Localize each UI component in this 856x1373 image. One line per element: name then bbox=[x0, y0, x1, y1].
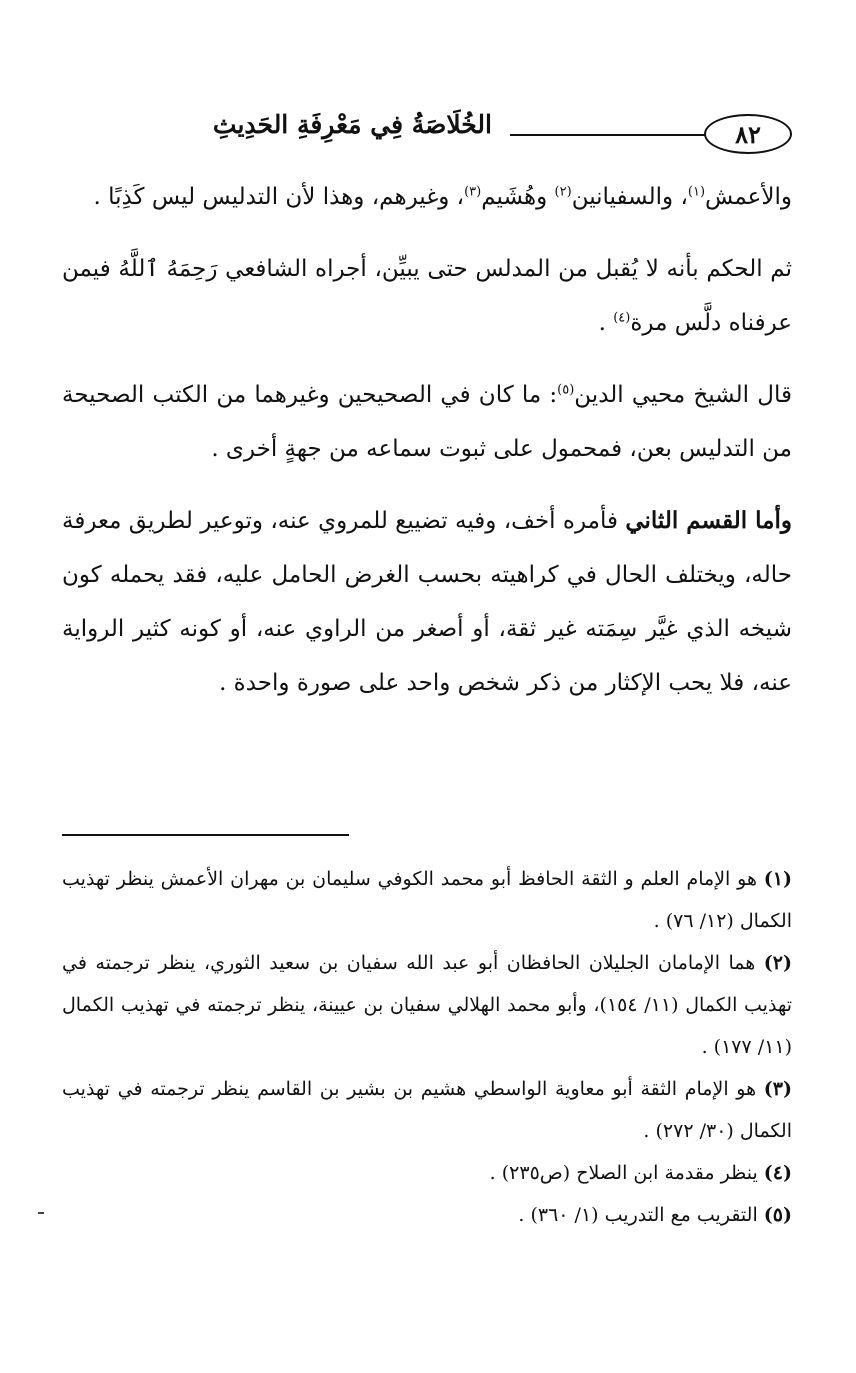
footnotes bbox=[62, 858, 792, 1236]
paragraph-text: وهُشَيم bbox=[481, 184, 555, 210]
paragraph-text: . bbox=[598, 310, 614, 336]
footnote-reference: (٤) bbox=[613, 310, 631, 326]
footnote bbox=[62, 1068, 792, 1152]
paragraph-text: ثم الحكم بأنه لا يُقبل من المدلس حتى يبيِّن، أجراه الشافعي رَحِمَهُ ٱللَّهُ فيمن عرفناه دلَّس مرة bbox=[62, 256, 792, 336]
footnote bbox=[62, 942, 792, 1068]
section-lead: وأما القسم الثاني bbox=[625, 507, 792, 534]
paragraph bbox=[62, 494, 792, 710]
paragraph-text: والأعمش bbox=[705, 184, 792, 210]
paragraph bbox=[62, 242, 792, 350]
footnote-reference: (٥) bbox=[557, 382, 575, 398]
footnote-text: التقريب مع التدريب (١/ ٣٦٠) . bbox=[518, 1204, 764, 1226]
footnote-text: هما الإمامان الجليلان الحافظان أبو عبد الله سفيان بن سعيد الثوري، ينظر ترجمته في تهذيب الكمال (١١/ ١٥٤)، وأبو محمد الهلالي سفيان بن عيينة، ينظر ترجمته في تهذيب الكمال (١١/ ١٧٧) . bbox=[62, 952, 792, 1058]
paragraph-text: ، والسفيانين bbox=[571, 184, 688, 210]
paragraph bbox=[62, 368, 792, 476]
paragraph-text: قال الشيخ محيي الدين bbox=[574, 382, 792, 408]
footnote-reference: (٢) bbox=[554, 184, 572, 200]
paragraph bbox=[62, 170, 792, 224]
footnote-number: (٢) bbox=[763, 952, 792, 974]
footnote-number: (٣) bbox=[763, 1078, 792, 1100]
header-rule bbox=[510, 134, 706, 136]
paragraph-text: فأمره أخف، وفيه تضييع للمروي عنه، وتوعير لطريق معرفة حاله، ويختلف الحال في كراهيته بحسب الغرض الحامل عليه، فقد يحمله كون شيخه الذي غيَّر سِمَته غير ثقة، أو أصغر من الراوي عنه، أو كونه كثير الرواية عنه، فلا يحب الإكثار من ذكر شخص واحد على صورة واحدة . bbox=[62, 508, 792, 696]
footnote-number: (١) bbox=[763, 868, 792, 890]
page-number-badge bbox=[704, 114, 792, 154]
footnote-reference: (٣) bbox=[464, 184, 482, 200]
footnote-text: ينظر مقدمة ابن الصلاح (ص٢٣٥) . bbox=[489, 1162, 764, 1184]
scan-mark bbox=[38, 1212, 44, 1214]
running-title: الخُلَاصَةُ فِي مَعْرِفَةِ الحَدِيثِ bbox=[212, 110, 492, 139]
footnote-separator bbox=[62, 834, 349, 836]
footnote-reference: (١) bbox=[687, 184, 706, 200]
footnote bbox=[62, 1194, 792, 1236]
page-number: ٨٢ bbox=[735, 119, 761, 149]
paragraph-text: ، وغيرهم، وهذا لأن التدليس ليس كَذِبًا . bbox=[93, 184, 465, 210]
footnote-number: (٥) bbox=[763, 1204, 792, 1226]
footnote-number: (٤) bbox=[763, 1162, 792, 1184]
main-text bbox=[62, 170, 792, 710]
footnote-text: هو الإمام الثقة أبو معاوية الواسطي هشيم بن بشير بن القاسم ينظر ترجمته في تهذيب الكمال (٣٠/ ٢٧٢) . bbox=[62, 1078, 792, 1142]
footnote bbox=[62, 858, 792, 942]
footnote bbox=[62, 1152, 792, 1194]
book-page bbox=[62, 0, 792, 1373]
paragraph-text: : ما كان في الصحيحين وغيرهما من الكتب الصحيحة من التدليس بعن، فمحمول على ثبوت سماعه من جهةٍ أخرى . bbox=[62, 382, 792, 462]
page-header bbox=[62, 108, 792, 152]
footnote-text: هو الإمام العلم و الثقة الحافظ أبو محمد الكوفي سليمان بن مهران الأعمش ينظر تهذيب الكمال (١٢/ ٧٦) . bbox=[62, 868, 792, 932]
